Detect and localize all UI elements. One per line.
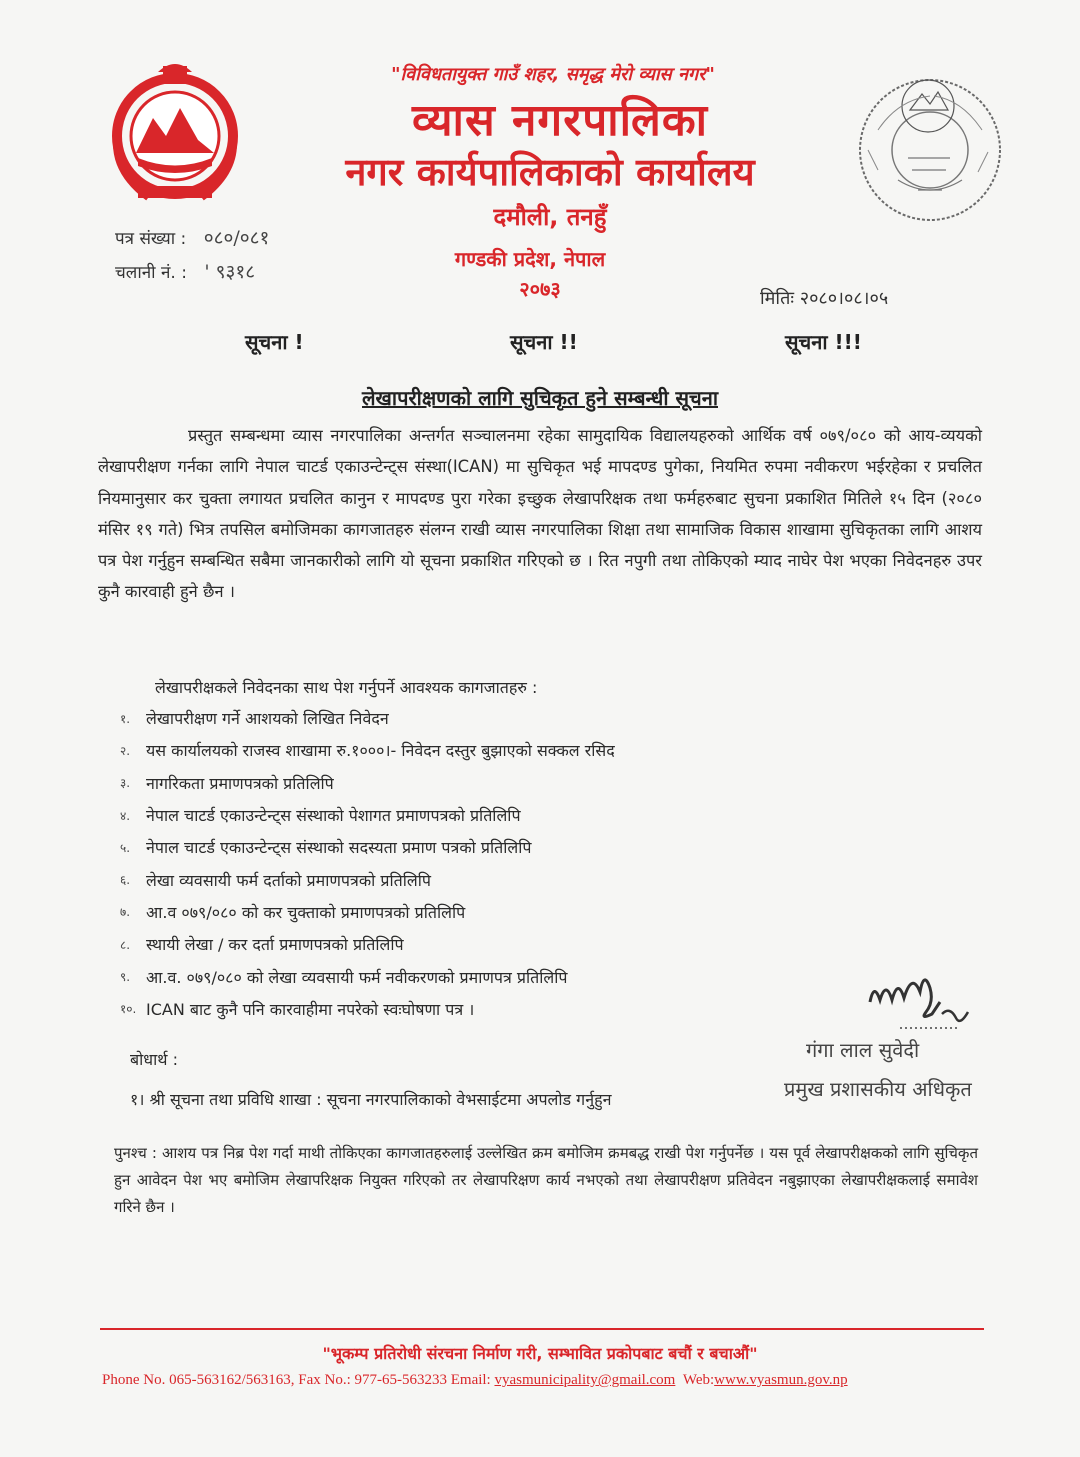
cc-label: बोधार्थ : — [130, 1050, 178, 1069]
notice-body-text: प्रस्तुत सम्बन्धमा व्यास नगरपालिका अन्तर्गत सञ्चालनमा रहेका सामुदायिक विद्यालयहरुको आर्थिक वर्ष ०७९/०८० को आय-व्ययको लेखापरीक्षण गर्नका लागि नेपाल चाटर्ड एकाउन्टेन्ट्स संस्था(ICAN) मा सुचिकृत भई मापदण्ड पुगेका, नियमित रुपमा नवीकरण भईरहेका र प्रचलित नियमानुसार कर चुक्ता लगायत प्रचलित कानुन र मापदण्ड पुरा गरेका इच्छुक लेखापरिक्षक तथा फर्महरुबाट सुचना प्रकाशित मितिले १५ दिन (२०८० मंसिर १९ गते) भित्र तपसिल बमोजिमका कागजातहरु संलग्न राखी व्यास नगरपालिका शिक्षा तथा सामाजिक विकास शाखामा सुचिकृतका लागि आशय पत्र पेश गर्नुहुन सम्बन्धित सबैमा जानकारीको लागि यो सूचना प्रकाशित गरिएको छ । रित नपुगी तथा तोकिएको म्याद नाघेर पेश भएका निवेदनहरु उपर कुनै कारवाही हुने छैन । — [98, 426, 982, 602]
list-item: ४. नेपाल चाटर्ड एकाउन्टेन्ट्स संस्थाको पेशागत प्रमाणपत्रको प्रतिलिपि — [120, 806, 521, 826]
established-year: २०७३ — [519, 277, 561, 301]
dispatch-number-label: चलानी नं. : — [115, 263, 187, 283]
signatory-name: गंगा लाल सुवेदी — [806, 1038, 920, 1062]
footer-phone: Phone No. 065-563162/563163, Fax No.: 977-65-563233 Email: — [102, 1372, 491, 1388]
list-item: ५. नेपाल चाटर्ड एकाउन्टेन्ट्स संस्थाको सदस्यता प्रमाण पत्रको प्रतिलिपि — [120, 838, 532, 858]
list-item: ८. स्थायी लेखा / कर दर्ता प्रमाणपत्रको प्रतिलिपि — [120, 935, 404, 955]
dispatch-number-value: ' ९३१८ — [204, 261, 256, 283]
dispatch-number-row — [115, 258, 255, 284]
notice-label-2: सूचना !! — [510, 330, 578, 354]
municipality-title: व्यास नगरपालिका — [411, 95, 709, 146]
letter-number-value: ०८०/०८१ — [203, 227, 270, 249]
footer-email-link[interactable]: vyasmunicipality@gmail.com — [494, 1372, 676, 1388]
header-slogan: "विविधतायुक्त गाउँ शहर, समृद्ध मेरो व्यास नगर" — [391, 64, 715, 85]
notice-body — [98, 420, 982, 608]
list-item: १०. ICAN बाट कुनै पनि कारवाहीमा नपरेको स्वःघोषणा पत्र । — [120, 999, 475, 1019]
postscript-text: पुनश्च : आशय पत्र निब्र पेश गर्दा माथी तोकिएका कागजातहरुलाई उल्लेखित क्रम बमोजिम क्रमबद्ध राखी पेश गर्नुपर्नेछ । यस पूर्व लेखापरीक्षकको लागि सुचिकृत हुन आवेदन पेश भए बमोजिम लेखापरिक्षक नियुक्त गरिएको तर लेखापरिक्षण कार्य नभएको तथा लेखापरीक्षण प्रतिवेदन नबुझाएका लेखापरीक्षकलाई समावेश गरिने छैन । — [114, 1144, 978, 1216]
list-item: २. यस कार्यालयको राजस्व शाखामा रु.१०००।- निवेदन दस्तुर बुझाएको सक्कल रसिद — [120, 741, 615, 761]
footer-web-label: Web: — [682, 1372, 715, 1388]
list-item: ७. आ.व ०७९/०८० को कर चुक्ताको प्रमाणपत्रको प्रतिलिपि — [120, 902, 466, 922]
notice-label-3: सूचना !!! — [785, 330, 862, 354]
notice-label-1: सूचना ! — [245, 330, 304, 354]
footer-web-link[interactable]: www.vyasmun.gov.np — [714, 1372, 848, 1388]
list-item: ९. आ.व. ०७९/०८० को लेखा व्यवसायी फर्म नवीकरणको प्रमाणपत्र प्रतिलिपि — [120, 967, 568, 987]
letter-number-label: पत्र संख्या : — [115, 229, 187, 249]
province-text: गण्डकी प्रदेश, नेपाल — [454, 247, 606, 271]
notice-heading: लेखापरीक्षणको लागि सुचिकृत हुने सम्बन्धी सूचना — [362, 386, 718, 410]
signatory-title: प्रमुख प्रशासकीय अधिकृत — [784, 1077, 972, 1101]
nepal-emblem-logo — [108, 58, 242, 208]
footer-contact — [102, 1372, 1002, 1389]
footer-slogan: "भूकम्प प्रतिरोधी संरचना निर्माण गरी, सम्भावित प्रकोपबाट बचौं र बचाऔं" — [322, 1344, 758, 1363]
cc-item: १। श्री सूचना तथा प्रविधि शाखा : सूचना नगरपालिकाको वेभसाईटमा अपलोड गर्नुहुन — [130, 1090, 612, 1109]
letter-number-row — [115, 224, 269, 250]
list-item: १. लेखापरीक्षण गर्ने आशयको लिखित निवेदन — [120, 709, 389, 729]
requirements-list — [120, 702, 615, 1025]
office-title: नगर कार्यपालिकाको कार्यालय — [345, 150, 755, 194]
office-seal-stamp — [838, 70, 1018, 240]
list-item: ६. लेखा व्यवसायी फर्म दर्ताको प्रमाणपत्रको प्रतिलिपि — [120, 870, 431, 890]
footer-divider — [100, 1328, 984, 1330]
location-text: दमौली, तनहुँ — [493, 203, 607, 231]
requirements-intro: लेखापरीक्षकले निवेदनका साथ पेश गर्नुपर्ने आवश्यक कागजातहरु : — [155, 678, 538, 697]
handwritten-signature — [860, 962, 980, 1042]
letter-date: मितिः २०८०।०८।०५ — [760, 288, 889, 309]
list-item: ३. नागरिकता प्रमाणपत्रको प्रतिलिपि — [120, 773, 334, 793]
